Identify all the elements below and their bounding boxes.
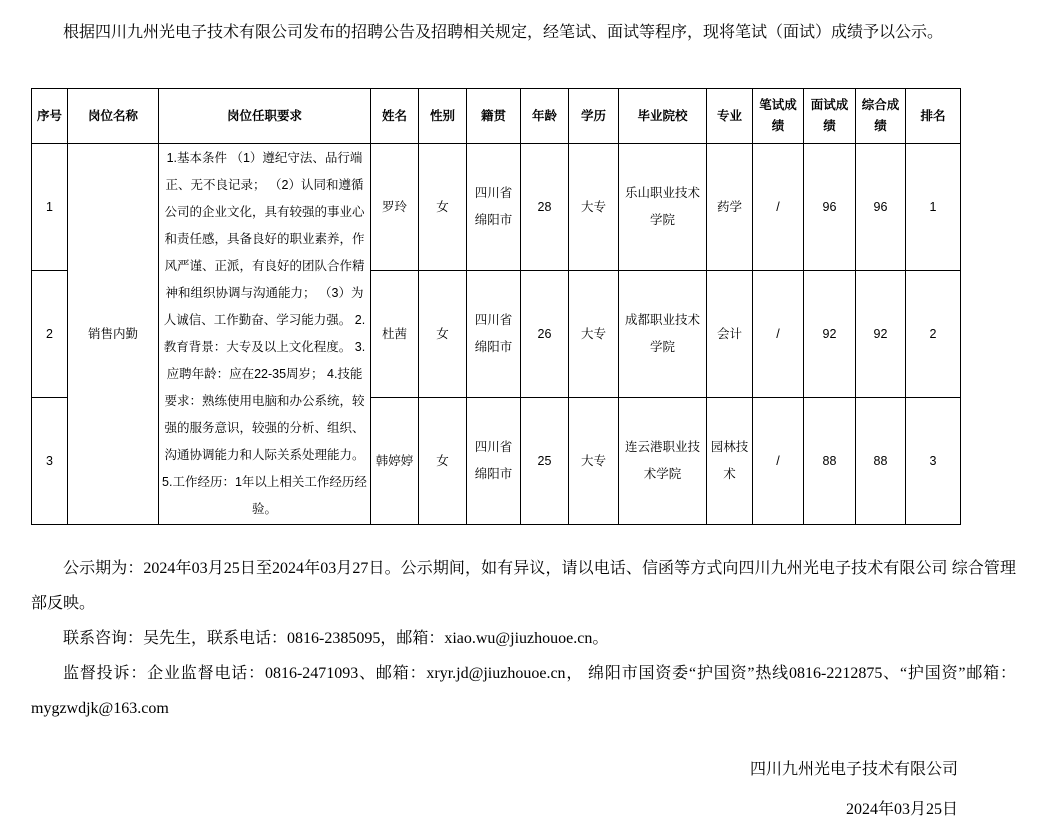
header-cell-school: 毕业院校 [619, 89, 707, 144]
rank-cell: 2 [906, 271, 961, 398]
header-cell-gender: 性别 [419, 89, 467, 144]
header-cell-rank: 排名 [906, 89, 961, 144]
position-cell: 销售内勤 [68, 144, 159, 525]
major-cell: 会计 [707, 271, 753, 398]
education-cell: 大专 [569, 144, 619, 271]
header-cell-name: 姓名 [371, 89, 419, 144]
hometown-cell: 四川省绵阳市 [467, 398, 521, 525]
header-cell-major: 专业 [707, 89, 753, 144]
interview-score-cell: 88 [804, 398, 856, 525]
signature-block [0, 750, 1052, 830]
overall-score-cell: 96 [856, 144, 906, 271]
supervision-paragraph: 监督投诉：企业监督电话：0816-2471093、邮箱：xryr.jd@jiuzhouoe.cn， 绵阳市国资委“护国资”热线0816-2212875、“护国资”邮箱：mygzwdjk@163.com [31, 665, 1016, 717]
table-header-row [32, 89, 961, 144]
written-score-cell: / [753, 144, 804, 271]
interview-score-cell: 96 [804, 144, 856, 271]
header-cell-overall-score: 综合成绩 [856, 89, 906, 144]
company-signature: 四川九州光电子技术有限公司 [749, 761, 958, 778]
written-score-cell: / [753, 271, 804, 398]
education-cell: 大专 [569, 271, 619, 398]
gender-cell: 女 [419, 398, 467, 525]
header-cell-position: 岗位名称 [68, 89, 159, 144]
overall-score-cell: 92 [856, 271, 906, 398]
interview-score-cell: 92 [804, 271, 856, 398]
header-cell-age: 年龄 [521, 89, 569, 144]
major-cell: 园林技术 [707, 398, 753, 525]
gender-cell: 女 [419, 271, 467, 398]
no-cell: 2 [32, 271, 68, 398]
age-cell: 28 [521, 144, 569, 271]
written-score-cell: / [753, 398, 804, 525]
header-cell-interview-score: 面试成绩 [804, 89, 856, 144]
contact-paragraph: 联系咨询：吴先生，联系电话：0816-2385095，邮箱：xiao.wu@jiuzhouoe.cn。 [63, 630, 609, 647]
header-cell-written-score: 笔试成绩 [753, 89, 804, 144]
header-cell-education: 学历 [569, 89, 619, 144]
header-cell-no: 序号 [32, 89, 68, 144]
no-cell: 1 [32, 144, 68, 271]
overall-score-cell: 88 [856, 398, 906, 525]
age-cell: 25 [521, 398, 569, 525]
header-cell-hometown: 籍贯 [467, 89, 521, 144]
publicity-period-paragraph: 公示期为：2024年03月25日至2024年03月27日。公示期间，如有异议，请以电话、信函等方式向四川九州光电子技术有限公司 综合管理部反映。 [31, 560, 1016, 612]
major-cell: 药学 [707, 144, 753, 271]
no-cell: 3 [32, 398, 68, 525]
intro-paragraph: 根据四川九州光电子技术有限公司发布的招聘公告及招聘相关规定，经笔试、面试等程序，现将笔试（面试）成绩予以公示。 [63, 24, 944, 41]
results-table [31, 88, 961, 525]
name-cell: 杜茜 [371, 271, 419, 398]
gender-cell: 女 [419, 144, 467, 271]
hometown-cell: 四川省绵阳市 [467, 271, 521, 398]
education-cell: 大专 [569, 398, 619, 525]
name-cell: 罗玲 [371, 144, 419, 271]
school-cell: 乐山职业技术学院 [619, 144, 707, 271]
rank-cell: 1 [906, 144, 961, 271]
table-row [32, 144, 961, 271]
rank-cell: 3 [906, 398, 961, 525]
age-cell: 26 [521, 271, 569, 398]
header-cell-requirements: 岗位任职要求 [159, 89, 371, 144]
school-cell: 成都职业技术学院 [619, 271, 707, 398]
requirements-cell: 1.基本条件 （1）遵纪守法、品行端正、无不良记录； （2）认同和遵循公司的企业文化，具有较强的事业心和责任感，具备良好的职业素养，作风严谨、正派，有良好的团队合作精神和组织协调与沟通能力； （3）为人诚信、工作勤奋、学习能力强。 2.教育背景：大专及以上文化程度。 3.应聘年龄：应在22-35周岁； 4.技能要求：熟练使用电脑和办公系统，较强的服务意识，较强的分析、组织、沟通协调能力和人际关系处理能力。 5.工作经历：1年以上相关工作经历经验。 [159, 144, 371, 525]
date-signature: 2024年03月25日 [845, 801, 958, 818]
hometown-cell: 四川省绵阳市 [467, 144, 521, 271]
name-cell: 韩婷婷 [371, 398, 419, 525]
school-cell: 连云港职业技术学院 [619, 398, 707, 525]
